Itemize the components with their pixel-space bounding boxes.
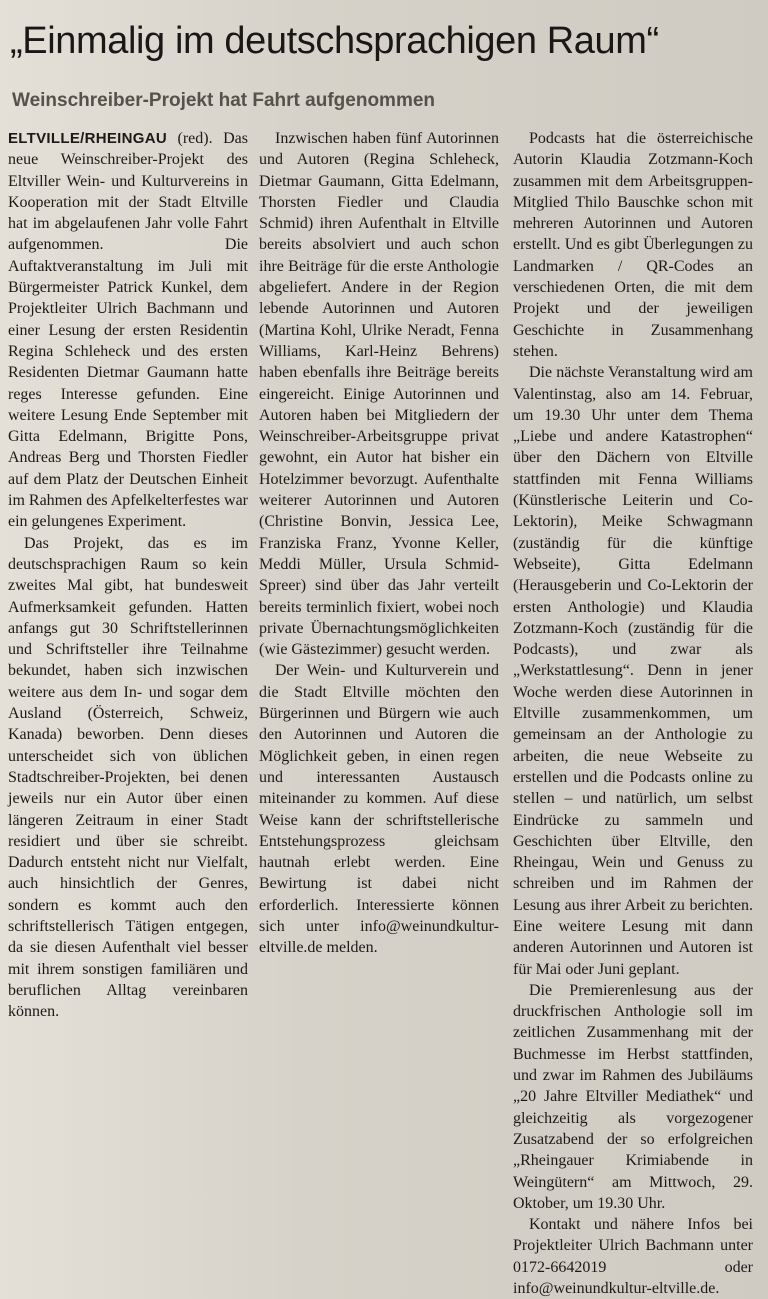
article-paragraph-8: Kontakt und nähere Infos bei Projektleiter Ulrich Bachmann unter 0172-6642019 oder info@weinundkultur-eltville.de. [513, 1216, 753, 1298]
article-column-2 [259, 128, 499, 1188]
article-column-1 [8, 128, 248, 1188]
article-subheadline: Weinschreiber-Projekt hat Fahrt aufgenommen [12, 90, 436, 111]
article-paragraph-1-text: (red). Das neue Weinschreiber-Projekt des Eltviller Wein- und Kulturvereins in Kooperation mit der Stadt Eltville hat im abgelaufenen Jahr volle Fahrt aufgenommen. Die Auftaktveranstaltung im Juli mit Bürgermeister Patrick Kunkel, dem Projektleiter Ulrich Bachmann und einer Lesung der ersten Residentin Regina Schleheck und des ersten Residenten Dietmar Gaumann hatte reges Interesse gefunden. Eine weitere Lesung Ende September mit Gitta Edelmann, Brigitte Pons, Andreas Berg und Thorsten Fiedler auf dem Platz der Deutschen Einheit im Rahmen des Apfelkelterfestes war ein gelungenes Experiment. [8, 130, 248, 531]
article-headline: „Einmalig im deutschsprachigen Raum“ [10, 20, 659, 62]
dateline: ELTVILLE/RHEINGAU [8, 130, 167, 147]
article-paragraph-2: Das Projekt, das es im deutschsprachigen Raum so kein zweites Mal gibt, hat bundesweit Aufmerksamkeit gefunden. Hatten anfangs gut 30 Schriftstellerinnen und Schriftsteller ihre Teilnahme bekundet, haben sich inzwischen weitere aus dem In- und sogar dem Ausland (Österreich, Schweiz, Kanada) beworben. Denn dieses unterscheidet sich von üblichen Stadtschreiber-Projekten, bei denen jeweils nur ein Autor über einen längeren Zeitraum in einer Stadt residiert und über sie schreibt. Dadurch entsteht nicht nur Vielfalt, auch hinsichtlich der Genres, sondern es kommt auch den schriftstellerisch Tätigen entgegen, da sie diesen Aufenthalt viel besser mit ihrem sonstigen familiären und beruflichen Alltag vereinbaren können. [8, 534, 248, 1021]
article-paragraph-7: Die Premierenlesung aus der druckfrischen Anthologie soll im zeitlichen Zusammenhang mit der Buchmesse im Herbst stattfinden, und zwar im Rahmen des Jubiläums „20 Jahre Eltviller Mediathek“ und gleichzeitig als vorgezogener Zusatzabend der so erfolgreichen „Rheingauer Krimiabende in Weingütern“ am Mittwoch, 29. Oktober, um 19.30 Uhr. [513, 981, 753, 1212]
article-column-3 [513, 128, 753, 1298]
article-paragraph-6: Die nächste Veranstaltung wird am Valentinstag, also am 14. Februar, um 19.30 Uhr unter dem Thema „Liebe und andere Katastrophen“ über den Dächern von Eltville stattfinden mit Fenna Williams (Künstlerische Leiterin und Co-Lektorin), Meike Schwagmann (zuständig für die künftige Webseite), Gitta Edelmann (Herausgeberin und Co-Lektorin der ersten Anthologie) und Klaudia Zotzmann-Koch (zuständig für die Podcasts), und zwar als „Werkstattlesung“. Denn in jener Woche werden diese Autorinnen in Eltville zusammenkommen, um gemeinsam an der Anthologie zu arbeiten, die neue Webseite zu erstellen und die Podcasts online zu stellen – und natürlich, um selbst Eindrücke zu sammeln und Geschichten über Eltville, den Rheingau, Wein und Genuss zu schreiben und im Rahmen der Lesung aus ihrer Arbeit zu berichten. Eine weitere Lesung mit dann anderen Autorinnen und Autoren ist für Mai oder Juni geplant. [513, 364, 753, 978]
article-paragraph-3: Inzwischen haben fünf Autorinnen und Autoren (Regina Schleheck, Dietmar Gaumann, Gitta Edelmann, Thorsten Fiedler und Claudia Schmid) ihren Aufenthalt in Eltville bereits absolviert und auch schon ihre Beiträge für die erste Anthologie abgeliefert. Andere in der Region lebende Autorinnen und Autoren (Martina Kohl, Ulrike Neradt, Fenna Williams, Karl-Heinz Behrens) haben ebenfalls ihre Beiträge bereits eingereicht. Einige Autorinnen und Autoren haben bei Mitgliedern der Weinschreiber-Arbeitsgruppe privat gewohnt, ein Autor hat bisher ein Hotelzimmer bevorzugt. Aufenthalte weiterer Autorinnen und Autoren (Christine Bonvin, Jessica Lee, Franziska Franz, Yvonne Keller, Meddi Müller, Ursula Schmid-Spreer) sind über das Jahr verteilt bereits terminlich fixiert, wobei noch private Übernachtungsmöglichkeiten (wie Gästezimmer) gesucht werden. [259, 130, 499, 659]
article-paragraph-1 [8, 128, 248, 533]
article-paragraph-5: Podcasts hat die österreichische Autorin Klaudia Zotzmann-Koch zusammen mit dem Arbeitsgruppen-Mitglied Thilo Bauschke schon mit mehreren Autorinnen und Autoren erstellt. Und es gibt Überlegungen zu Landmarken / QR-Codes an verschiedenen Orten, die mit dem Projekt und der jeweiligen Geschichte in Zusammenhang stehen. [513, 130, 753, 360]
article-paragraph-4: Der Wein- und Kulturverein und die Stadt Eltville möchten den Bürgerinnen und Bürgern wie auch den Autorinnen und Autoren die Möglichkeit geben, in einen regen und interessanten Austausch miteinander zu kommen. Auf diese Weise kann der schriftstellerische Entstehungsprozess gleichsam hautnah erlebt werden. Eine Bewirtung ist dabei nicht erforderlich. Interessierte können sich unter info@weinundkultur-eltville.de melden. [259, 662, 499, 957]
